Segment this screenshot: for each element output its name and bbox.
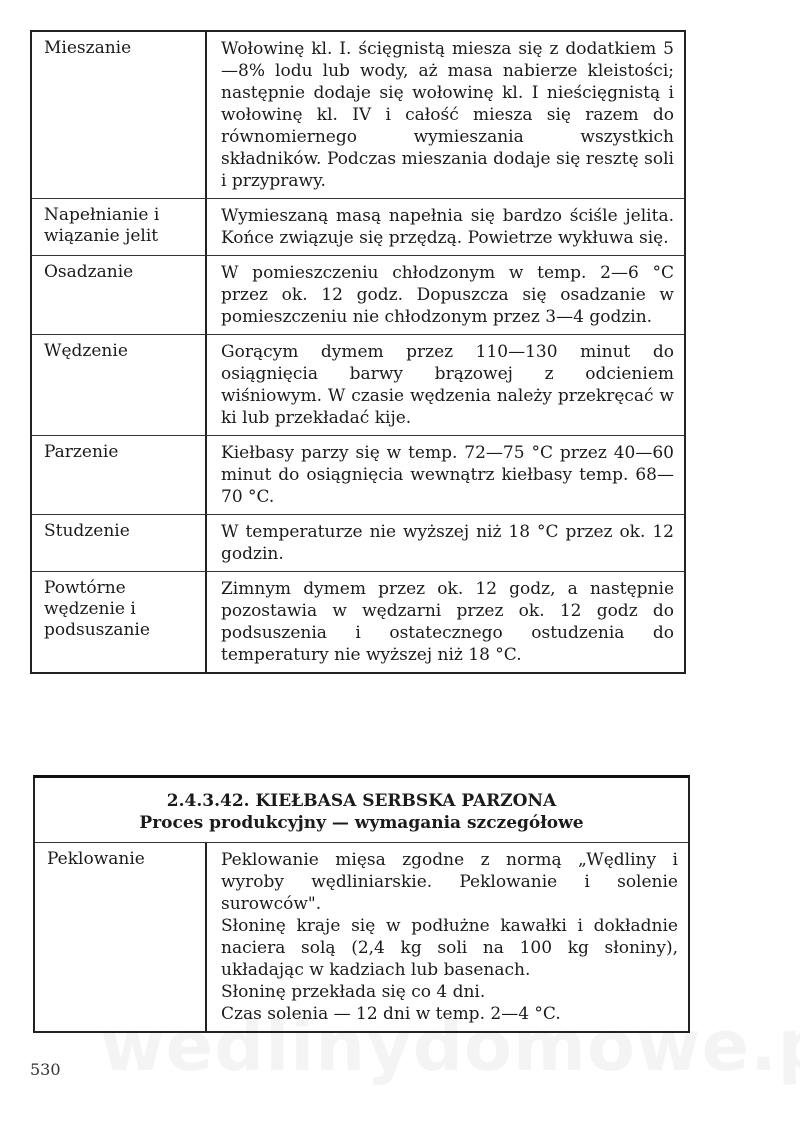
section-title: 2.4.3.42. KIEŁBASA SERBSKA PARZONA	[166, 791, 557, 811]
table-row	[35, 843, 688, 1031]
description-paragraph: Peklowanie mięsa zgodne z normą „Wędliny i wyroby wędliniarskie. Peklowanie i solenie surowców".	[221, 850, 678, 914]
section-table	[33, 775, 690, 1033]
step-description	[207, 572, 684, 672]
description-paragraph: Gorącym dymem przez 110—130 minut do osiągnięcia barwy brązowej z odcieniem wiśniowym. W czasie wędzenia należy przekręcać w ki lub przekładać kije.	[221, 342, 674, 428]
step-label: Osadzanie	[32, 256, 207, 334]
process-table	[30, 30, 686, 674]
table-row	[30, 256, 686, 335]
description-paragraph: Kiełbasy parzy się w temp. 72—75 °C przez 40—60 minut do osiągnięcia wewnątrz kiełbasy temp. 68—70 °C.	[221, 443, 674, 507]
step-description	[207, 199, 684, 255]
section-header	[35, 778, 688, 843]
description-paragraph: Wymieszaną masą napełnia się bardzo ściśle jelita. Końce związuje się przędzą. Powietrze wykłuwa się.	[221, 206, 674, 248]
step-description	[207, 335, 684, 435]
description-paragraph: W pomieszczeniu chłodzonym w temp. 2—6 °C przez ok. 12 godz. Dopuszcza się osadzanie w pomieszczeniu nie chłodzonym przez 3—4 godzin.	[221, 263, 674, 327]
step-label: Peklowanie	[35, 843, 207, 1031]
page-number: 530	[30, 1060, 61, 1079]
step-label: Mieszanie	[32, 32, 207, 198]
table-row	[30, 335, 686, 436]
description-paragraph: Wołowinę kl. I. ścięgnistą miesza się z dodatkiem 5—8% lodu lub wody, aż masa nabierze kleistości; następnie dodaje się wołowinę kl. I nieścięgnistą i wołowinę kl. IV i całość miesza się razem do równomiernego wymieszania wszystkich składników. Podczas mieszania dodaje się resztę soli i przyprawy.	[221, 39, 674, 191]
description-paragraph: Słoninę przekłada się co 4 dni.	[221, 982, 486, 1002]
table-row	[30, 515, 686, 572]
description-paragraph: Słoninę kraje się w podłużne kawałki i dokładnie naciera solą (2,4 kg soli na 100 kg słoniny), układając w kadziach lub basenach.	[221, 916, 678, 980]
step-label: Wędzenie	[32, 335, 207, 435]
table-row	[30, 436, 686, 515]
step-description	[207, 32, 684, 198]
step-description	[207, 436, 684, 514]
table-row	[30, 32, 686, 199]
table-row	[30, 572, 686, 674]
step-description	[207, 515, 684, 571]
step-label: Studzenie	[32, 515, 207, 571]
description-paragraph: W temperaturze nie wyższej niż 18 °C przez ok. 12 godzin.	[221, 522, 674, 564]
step-label: Napełnianie i wiązanie jelit	[32, 199, 207, 255]
table-row	[30, 199, 686, 256]
step-description	[207, 843, 688, 1031]
step-label: Powtórne wędzenie i podsuszanie	[32, 572, 207, 672]
step-label: Parzenie	[32, 436, 207, 514]
section-subtitle: Proces produkcyjny — wymagania szczegółowe	[139, 813, 584, 833]
watermark	[100, 1005, 800, 1087]
step-description	[207, 256, 684, 334]
description-paragraph: Czas solenia — 12 dni w temp. 2—4 °C.	[221, 1004, 561, 1024]
description-paragraph: Zimnym dymem przez ok. 12 godz, a następnie pozostawia w wędzarni przez ok. 12 godz do podsuszenia i ostatecznego ostudzenia do temperatury nie wyższej niż 18 °C.	[221, 579, 674, 665]
